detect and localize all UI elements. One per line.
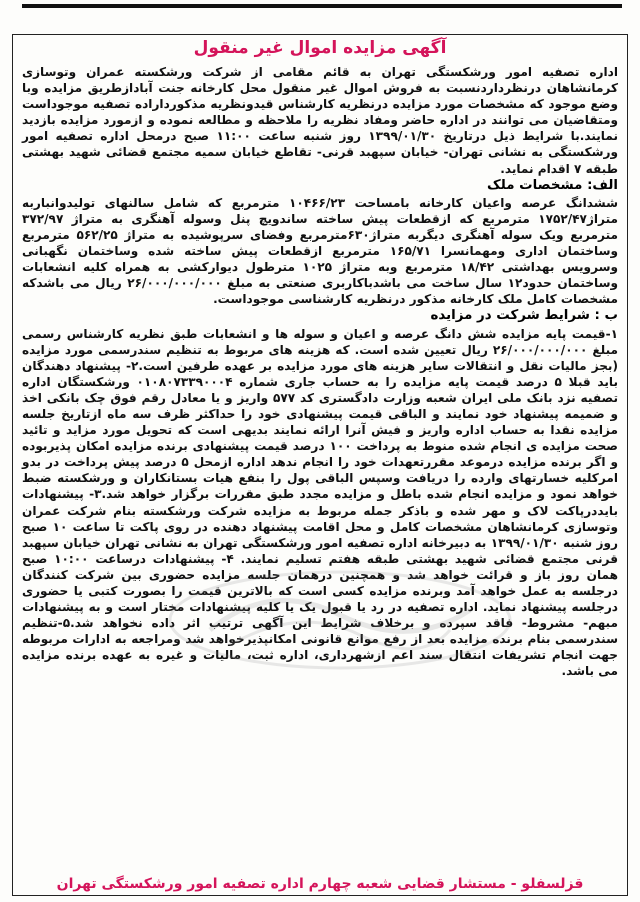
section-b-paragraph: ۱-قیمت پایه مزایده شش دانگ عرصه و اعیان و سوله ها و انشعابات طبق نظریه کارشناس رسمی مبلغ ۲۶/۰۰۰/۰۰۰/۰۰۰ ریال تعیین شده است. که هزینه های مربوط به تنظیم سندرسمی مورد مزایده (بجز مالیات نقل و انتقالات سایر هزینه های مورد مزایده بر عهده طرفین است.۲- پیشنهاد دهندگان باید قبلا ۵ درصد قیمت پایه مزایده را به حساب جاری شماره ۰۱۰۸۰۷۳۳۹۰۰۰۴ ورشکستگان اداره تصفیه نزد بانک ملی ایران شعبه وزارت دادگستری کد ۵۷۷ واریز و یا معادل رقم فوق چک بانکی اخذ و ضمیمه پیشنهاد خود نمایند و الباقی قیمت پیشنهادی خود را حداکثر ظرف سه ماه ازتاریخ جلسه مزایده نقدا به حساب اداره واریز و فیش آنرا ارائه نمایند بدیهی است که تحویل مورد مزاید و تائید صحت مزایده ی انجام شده منوط به پرداخت ۱۰۰ درصد قیمت پیشنهادی برنده مزایده امکان پذیربوده و اگر برنده مزایده درموعد مقررتعهدات خود را انجام ندهد اداره ازمحل ۵ درصد پیش پرداخت در بدو امرکلیه خسارتهای وارده را دریافت وسپس الباقی پول را بنفع هیات بستانکاران و ورشکسته ضبط خواهد نمود و مزایده انجام شده باطل و مزایده مجدد طبق مقررات برگزار خواهد شد.۳- پیشنهادات بایددرپاکت لاک و مهر شده و باذکر جمله مربوط به مزایده شرکت ورشکسته بنام شرکت عمران وتوسازی کرمانشاهان مشخصات کامل و محل اقامت پیشنهاد دهنده در روی پاکت تا ساعت ۱۰ صبح روز شنبه ۱۳۹۹/۰۱/۳۰ به دبیرخانه اداره تصفیه امور ورشکستگی تهران به نشانی تهران خیابان سپهبد قرنی مجتمع قضائی شهید بهشتی طبقه هفتم تسلیم نمایند. ۴- پیشنهادات درساعت ۱۰:۰۰ صبح همان روز باز و قرائت خواهد شد و همچنین درهمان جلسه مزایده حضوری بین شرکت کنندگان درجلسه به عمل خواهد آمد وبرنده مزایده کسی است که بالاترین قیمت را بصورت کتبی یا حضوری درجلسه پیشنهاد نماید. اداره تصفیه در رد یا قبول یک یا کلیه پیشنهادات مختار است و به پیشنهادات مبهم- مشروط- فاقد سپرده و برخلاف شرایط این آگهی ترتیب اثر داده نخواهد شد.۵-تنظیم سندرسمی بنام برنده مزایده بعد از رفع موانع قانونی امکانپذیرخواهد شد ومراجعه به ادارات مربوطه جهت انجام تشریفات انتقال سند اعم ازشهرداری، اداره ثبت، مالیات و غیره به عهده برنده مزایده می باشد. <box>22 326 618 679</box>
section-a-heading: الف: مشخصات ملک <box>487 177 618 193</box>
top-rule <box>22 4 622 8</box>
notice-body <box>22 64 618 680</box>
section-b-heading: ب : شرایط شرکت در مزایده <box>430 308 618 324</box>
notice-title: آگهی مزایده اموال غیر منقول <box>193 38 447 58</box>
section-a-paragraph: ششدانگ عرصه واعیان کارخانه بامساحت ۱۰۴۶۶/۲۳ مترمربع که شامل سالنهای تولیدوانباربه متراژ۱۷۵۲/۴۷ مترمربع که ازقطعات پیش ساخته ساندویچ پنل وسوله آهنگری به متراژ ۳۷۲/۹۷ مترمربع ویک سوله آهنگری دیگربه متراژ۶۳۰مترمربع وفضای سرپوشیده به متراژ ۵۶۲/۲۵ مترمربع وساختمان اداری ومهمانسرا ۱۶۵/۷۱ مترمربع ازقطعات پیش ساخته شده وساختمان نگهبانی وسرویس بهداشتی ۱۸/۴۲ مترمربع وبه متراژ ۱۰۲۵ مترطول دیوارکشی به همراه کلیه انشعابات وساختمان حدود۱۲ سال ساخت می باشدباکاربری صنعتی به مبلغ ۲۶/۰۰۰/۰۰۰/۰۰۰ ریال می باشدکه مشخصات کامل ملک کارخانه مذکور درنظریه کارشناسی موجوداست. <box>22 195 619 307</box>
notice-footer-signature: قزلسفلو - مستشار قضایی شعبه چهارم اداره تصفیه امور ورشکستگی تهران <box>56 876 584 892</box>
intro-paragraph: اداره تصفیه امور ورشکستگی تهران به قائم مقامی از شرکت ورشکسته عمران وتوسازی کرمانشاهان درنظرداردنسبت به فروش اموال غیر منقول محل کارخانه جنت آباداز‌طریق مزایده وبا وضع موجود که مشخصات مورد مزایده درنظریه کارشناس قیدونظریه مذکورداراده تصفیه موجوداست ومتقاضیان می توانند در اداره حاضر ومفاد نظریه را ملاحظه و مطالعه نموده و ازمورد مزایده بازدید نمایند.با شرایط ذیل درتاریخ ۱۳۹۹/۰۱/۳۰ روز شنبه ساعت ۱۱:۰۰ صبح درمحل اداره تصفیه امور ورشکستگی به نشانی تهران- خیابان سپهبد قرنی- تقاطع خیابان سمیه مجتمع قضائی شهید بهشتی طبقه ۷ اقدام نماید. <box>22 65 618 176</box>
